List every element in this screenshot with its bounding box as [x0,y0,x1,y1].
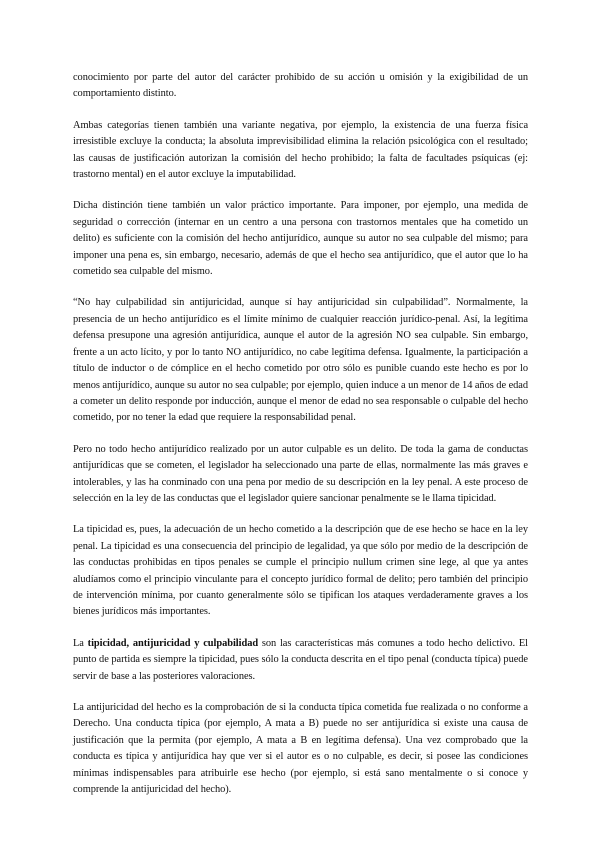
paragraph-4: “No hay culpabilidad sin antijuricidad, aunque sí hay antijuricidad sin culpabilidad”. Normalmente, la presencia de un hecho antijurídico es el límite mínimo de cualquier reacción jurídico-penal. Así, la legítima defensa presupone una agresión antijurídica, aunque el autor de la agresión NO sea culpable. Sin embargo, frente a un acto lícito, y por lo tanto NO antijurídico, no cabe legítima defensa. Igualmente, la participación a título de inductor o de cómplice en el hecho cometido por otro sólo es punible cuando este hecho es por lo menos antijurídico, aunque su autor no sea culpable; por ejemplo, quien induce a un menor de 14 años de edad a cometer un delito responde por inducción, aunque el menor de edad no sea responsable o culpable del hecho cometido, por no tener la edad que requiere la responsabilidad penal. [73,297,528,424]
paragraph-8: La antijuricidad del hecho es la comprobación de si la conducta típica cometida fue realizada o no conforme a Derecho. Una conducta típica (por ejemplo, A mata a B) puede no ser antijurídica si existe una causa de justificación que la permita (por ejemplo, A mata a B en legítima defensa). Una vez comprobado que la conducta es típica y antijurídica hay que ver si el autor es o no culpable, es decir, si posee las condiciones mínimas indispensables para atribuirle ese hecho (por ejemplo, si está sano mentalmente o si conoce y comprende la antijuricidad del hecho). [73,702,528,796]
paragraph-6: La tipicidad es, pues, la adecuación de un hecho cometido a la descripción que de ese hecho se hace en la ley penal. La tipicidad es una consecuencia del principio de legalidad, ya que sólo por medio de la descripción de las conductas prohibidas en tipos penales se cumple el principio nullum crimen sine lege, al que ya antes aludíamos como el principio vinculante para el concepto jurídico formal de delito; pero también del principio de intervención mínima, por cuanto generalmente sólo se tipifican los ataques verdaderamente graves a los bienes jurídicos más importantes. [73,524,528,618]
paragraph-7-rest: son las características más comunes a todo hecho delictivo. El punto de partida es siempre la tipicidad, pues sólo la conducta descrita en el tipo penal (conducta típica) puede servir de base a las posteriores valoraciones. [73,637,529,682]
paragraph-7 [73,636,528,685]
paragraph-7-bold-terms: tipicidad, antijuricidad y culpabilidad [87,637,259,649]
paragraph-1: conocimiento por parte del autor del carácter prohibido de su acción u omisión y la exigibilidad de un comportamiento distinto. [73,72,528,100]
paragraph-2: Ambas categorías tienen también una variante negativa, por ejemplo, la existencia de una fuerza física irresistible excluye la conducta; la absoluta imprevisibilidad elimina la relación psicológica con el resultado; las causas de justificación autorizan la comisión del hecho prohibido; la falta de facultades psíquicas (ej: trastorno mental) en el autor excluye la imputabilidad. [73,119,528,181]
paragraph-3: Dicha distinción tiene también un valor práctico importante. Para imponer, por ejemplo, una medida de seguridad o corrección (internar en un centro a una persona con trastornos mentales que ha cometido un delito) es suficiente con la comisión del hecho antijurídico, aunque su autor no sea culpable del mismo; para imponer una pena es, sin embargo, necesario, además de que el hecho sea antijurídico, que el autor que lo ha cometido sea culpable del mismo. [73,200,528,278]
paragraph-5: Pero no todo hecho antijurídico realizado por un autor culpable es un delito. De toda la gama de conductas antijurídicas que se cometen, el legislador ha seleccionado una parte de ellas, normalmente las más graves e intolerables, y las ha conminado con una pena por medio de su descripción en la ley penal. A este proceso de selección en la ley de las conductas que el legislador quiere sancionar penalmente se le llama tipicidad. [73,443,528,504]
paragraph-7-lead: La [73,637,88,649]
